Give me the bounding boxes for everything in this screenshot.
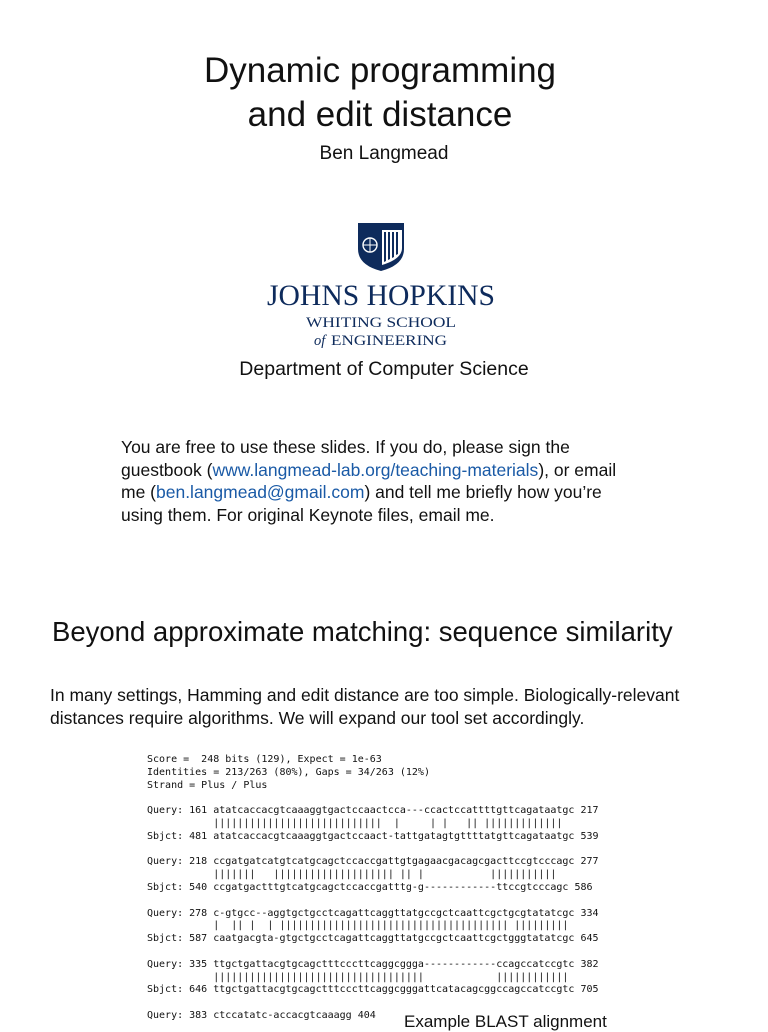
- section-paragraph: In many settings, Hamming and edit distance are too simple. Biologically-relevant distances require algorithms. We will expand our tool set accordingly.: [50, 685, 680, 728]
- usage-notice: [121, 436, 641, 526]
- logo-engineering: ENGINEERING: [331, 333, 448, 349]
- figure-caption: Example BLAST alignment: [404, 1012, 607, 1031]
- alignment-line: [147, 792, 599, 805]
- guestbook-link[interactable]: www.langmead-lab.org/teaching-materials: [212, 459, 539, 480]
- department: Department of Computer Science: [239, 358, 529, 380]
- alignment-line: Query: 383 ctccatatc-accacgtcaaagg 404: [147, 1009, 376, 1021]
- alignment-line: Query: 161 atatcaccacgtcaaaggtgactccaactcca---ccactccattttgttcagataatgc 217: [147, 805, 599, 817]
- alignment-line: Strand = Plus / Plus: [147, 779, 268, 791]
- jhu-logo: [265, 221, 497, 349]
- alignment-line: |||||||||||||||||||||||||||| | | | || |||||||||||||: [147, 817, 563, 829]
- shield-icon: [358, 223, 404, 271]
- alignment-line: Query: 218 ccgatgatcatgtcatgcagctccaccgattgtgagaacgacagcgacttccgtcccagc 277: [147, 856, 599, 868]
- alignment-line: [147, 895, 599, 908]
- alignment-line: ||||||||||||||||||||||||||||||||||| ||||||||||||: [147, 971, 569, 983]
- alignment-line: [147, 946, 599, 959]
- alignment-line: Score = 248 bits (129), Expect = 1e-63: [147, 754, 382, 765]
- title-line-1: Dynamic programming: [203, 51, 557, 90]
- logo-name: JOHNS HOPKINS: [267, 279, 495, 312]
- section-heading: Beyond approximate matching: sequence similarity: [52, 616, 673, 647]
- alignment-line: Identities = 213/263 (80%), Gaps = 34/263 (12%): [147, 766, 430, 778]
- alignment-line: Sbjct: 587 caatgacgta-gtgctgcctcagattcaggttatgccgctcaattcgctgggtatatcgc 645: [147, 933, 599, 945]
- notice-text-3: ) and tell me briefly how you’re using them. For original Keynote files, email me.: [121, 482, 602, 525]
- alignment-line: [147, 997, 599, 1010]
- alignment-line: | || | | |||||||||||||||||||||||||||||||||||||| |||||||||: [147, 920, 569, 932]
- alignment-line: [147, 844, 599, 857]
- blast-alignment: [147, 754, 599, 1023]
- alignment-line: Sbjct: 540 ccgatgactttgtcatgcagctccaccgatttg-g------------ttccgtcccagc 586: [147, 881, 593, 893]
- alignment-line: Sbjct: 481 atatcaccacgtcaaaggtgactccaact-tattgatagtgttttatgttcagataatgc 539: [147, 830, 599, 842]
- notice-text-2: ), or email me (: [121, 459, 617, 502]
- logo-school: WHITING SCHOOL: [306, 315, 456, 331]
- alignment-line: ||||||| |||||||||||||||||||| || | |||||||||||: [147, 869, 557, 881]
- title-line-2: and edit distance: [247, 95, 513, 134]
- notice-text-1: You are free to use these slides. If you do, please sign the guestbook (: [121, 437, 570, 480]
- alignment-line: Query: 278 c-gtgcc--aggtgctgcctcagattcaggttatgccgctcaattcgctgcgtatatcgc 334: [147, 907, 599, 919]
- author: Ben Langmead: [319, 143, 449, 164]
- email-link[interactable]: ben.langmead@gmail.com: [156, 482, 365, 502]
- logo-of: of: [314, 333, 326, 349]
- alignment-line: Sbjct: 646 ttgctgattacgtgcagctttcccttcaggcgggattcatacagcggccagccatccgtc 705: [147, 984, 599, 996]
- alignment-line: Query: 335 ttgctgattacgtgcagctttcccttcaggcggga------------ccagccatccgtc 382: [147, 958, 599, 970]
